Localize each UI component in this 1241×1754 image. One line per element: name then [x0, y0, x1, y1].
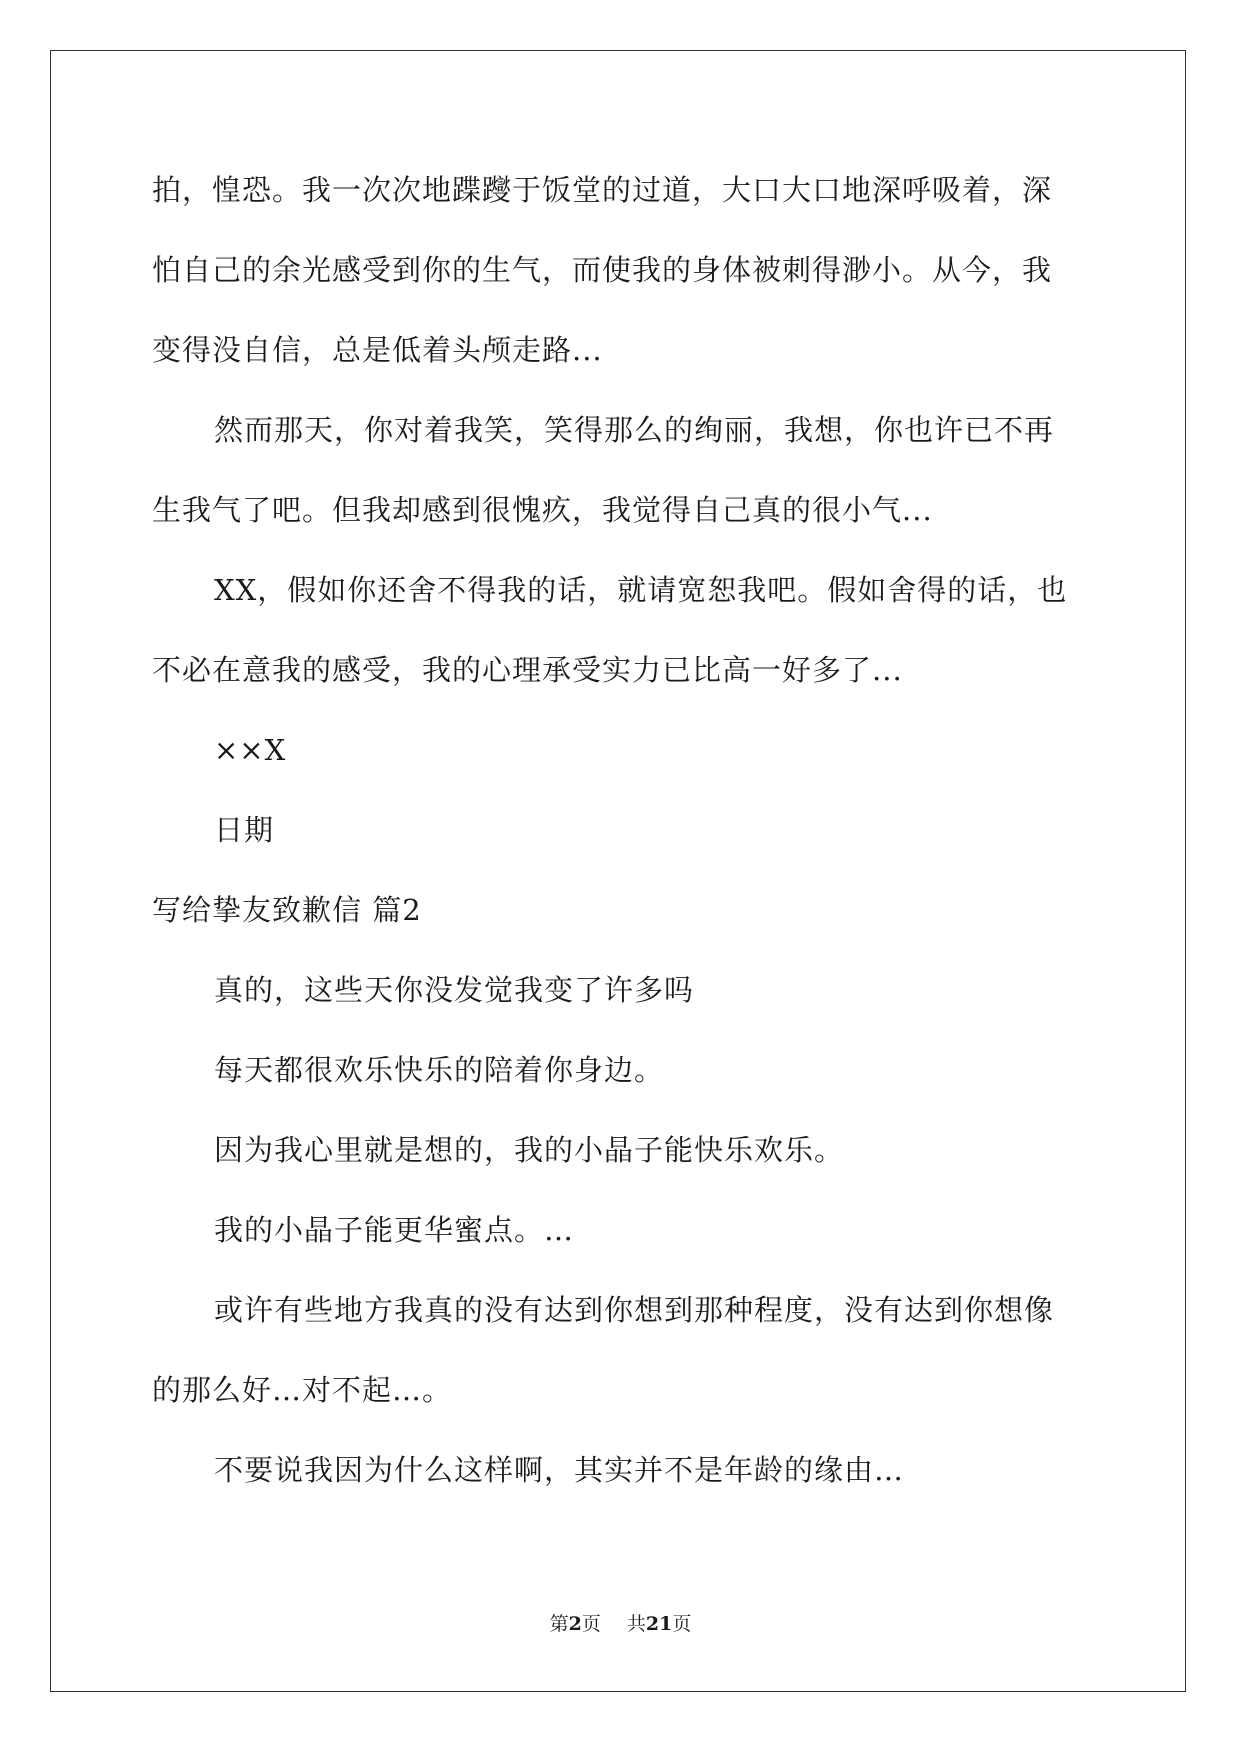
- total-prefix: 共: [626, 1613, 646, 1635]
- section-heading: 写给挚友致歉信 篇2: [152, 893, 422, 927]
- paragraph-line: 每天都很欢乐快乐的陪着你身边。: [214, 1053, 665, 1087]
- paragraph-line: XX，假如你还舍不得我的话，就请宽恕我吧。假如舍得的话，也: [214, 573, 1068, 607]
- paragraph-line: 真的，这些天你没发觉我变了许多吗: [214, 973, 695, 1007]
- page-footer: [0, 1611, 1241, 1637]
- paragraph-line: 不必在意我的感受，我的心理承受实力已比高一好多了...: [152, 653, 903, 687]
- paragraph-line: 我的小晶子能更华蜜点。…: [214, 1213, 575, 1247]
- paragraph-line: 变得没自信，总是低着头颅走路...: [152, 333, 603, 367]
- page-unit: 页: [581, 1613, 601, 1635]
- page-current: 2: [568, 1613, 582, 1635]
- total-unit: 页: [672, 1613, 692, 1635]
- paragraph-line: 因为我心里就是想的，我的小晶子能快乐欢乐。: [214, 1133, 845, 1167]
- paragraph-line: 拍，惶恐。我一次次地蹀躞于饭堂的过道，大口大口地深呼吸着，深: [152, 173, 1053, 207]
- paragraph-line: 生我气了吧。但我却感到很愧疚，我觉得自己真的很小气...: [152, 493, 933, 527]
- paragraph-line: 不要说我因为什么这样啊，其实并不是年龄的缘由…: [214, 1453, 905, 1487]
- signature: ××X: [214, 733, 287, 767]
- paragraph-line: 或许有些地方我真的没有达到你想到那种程度，没有达到你想像: [214, 1293, 1055, 1327]
- paragraph-line: 然而那天，你对着我笑，笑得那么的绚丽，我想，你也许已不再: [214, 413, 1055, 447]
- page-prefix: 第: [549, 1613, 569, 1635]
- page-border: [50, 50, 1186, 1692]
- page-total: 21: [645, 1613, 673, 1635]
- paragraph-line: 的那么好…对不起…。: [152, 1373, 453, 1407]
- paragraph-line: 怕自己的余光感受到你的生气，而使我的身体被刺得渺小。从今，我: [152, 253, 1053, 287]
- date-label: 日期: [214, 813, 275, 847]
